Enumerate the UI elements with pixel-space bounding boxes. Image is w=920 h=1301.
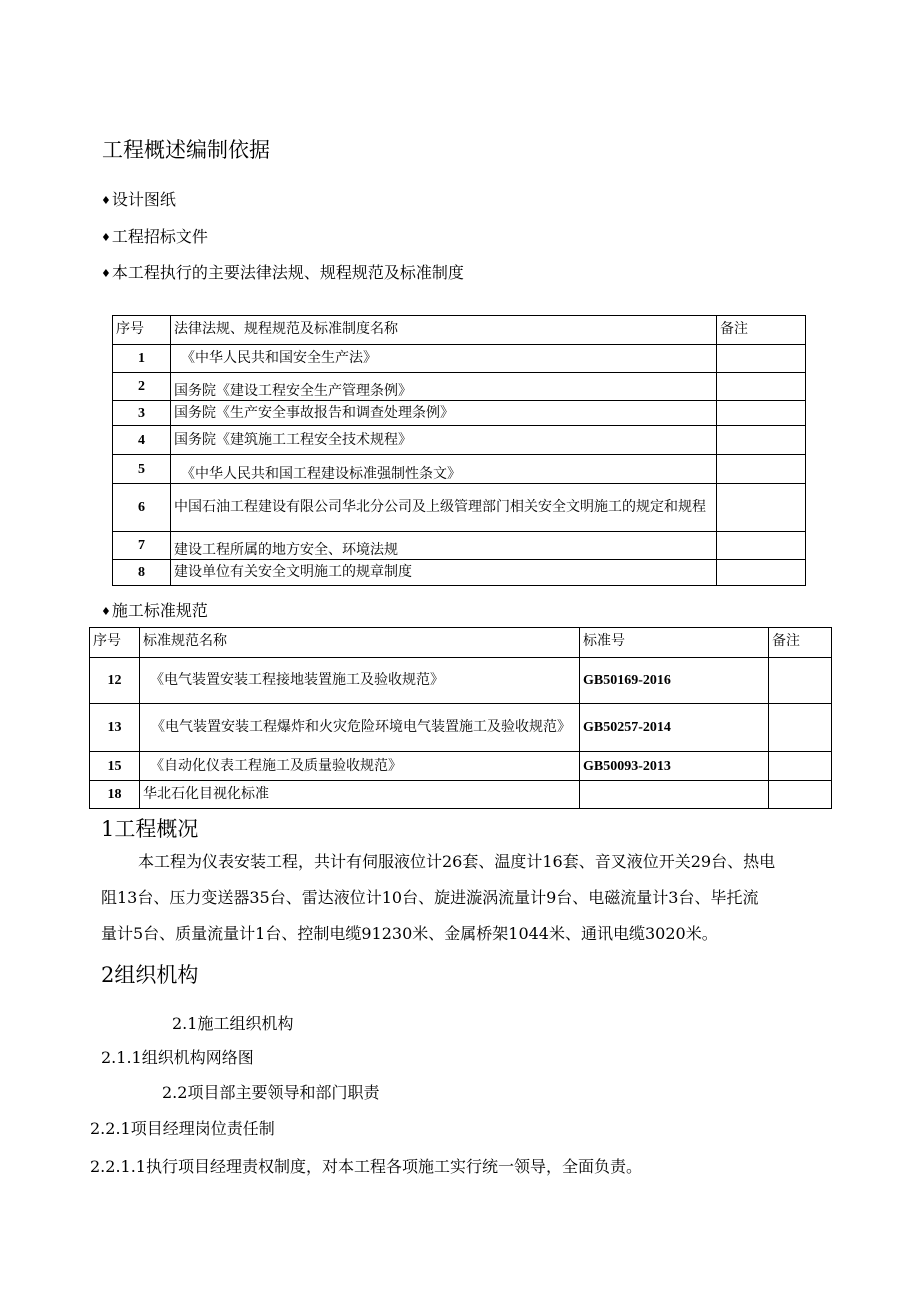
- row-name: 中国石油工程建设有限公司华北分公司及上级管理部门相关安全文明施工的规定和规程: [171, 484, 717, 532]
- row-name: 《中华人民共和国工程建设标准强制性条文》: [171, 455, 717, 484]
- table-row: [90, 704, 832, 752]
- row-name: 国务院《建设工程安全生产管理条例》: [171, 373, 717, 401]
- table-row: [113, 455, 806, 484]
- row-name: 建设工程所属的地方安全、环境法规: [171, 532, 717, 560]
- diamond-bullet-icon: ♦: [101, 231, 111, 244]
- row-note: [717, 373, 806, 401]
- overview-line-3: 量计5台、质量流量计1台、控制电缆91230米、金属桥架1044米、通讯电缆3020米。: [101, 924, 718, 943]
- row-note: [769, 704, 832, 752]
- row-name: 建设单位有关安全文明施工的规章制度: [171, 560, 717, 586]
- table-row: [113, 345, 806, 373]
- overview-line-1: 本工程为仪表安装工程，共计有伺服液位计26套、温度计16套、音叉液位开关29台、热电: [138, 852, 776, 871]
- bullet-design-drawings: ♦设计图纸: [101, 190, 176, 209]
- row-std: GB50093-2013: [580, 752, 769, 781]
- row-note: [769, 752, 832, 781]
- row-no: 3: [113, 401, 171, 426]
- table-row: [90, 752, 832, 781]
- diamond-bullet-icon: ♦: [101, 605, 111, 618]
- row-note: [717, 484, 806, 532]
- col-header-name: 标准规范名称: [140, 628, 580, 658]
- standards-table: [89, 627, 832, 809]
- row-no: 15: [90, 752, 140, 781]
- section-1-title: 1工程概况: [101, 817, 199, 841]
- col-header-note: 备注: [769, 628, 832, 658]
- row-no: 7: [113, 532, 171, 560]
- subsection-2-2-1-1: 2.2.1.1执行项目经理责权制度，对本工程各项施工实行统一领导，全面负责。: [90, 1157, 642, 1176]
- col-header-no: 序号: [113, 316, 171, 345]
- table-row: [113, 532, 806, 560]
- row-note: [717, 532, 806, 560]
- row-no: 6: [113, 484, 171, 532]
- bullet-tender-documents: ♦工程招标文件: [101, 227, 208, 246]
- row-note: [717, 401, 806, 426]
- row-note: [717, 426, 806, 455]
- row-no: 2: [113, 373, 171, 401]
- table-row: [113, 484, 806, 532]
- row-note: [769, 781, 832, 809]
- diamond-bullet-icon: ♦: [101, 267, 111, 280]
- row-std: [580, 781, 769, 809]
- row-note: [717, 560, 806, 586]
- row-name: 国务院《生产安全事故报告和调查处理条例》: [171, 401, 717, 426]
- subsection-2-2: 2.2项目部主要领导和部门职责: [162, 1083, 380, 1102]
- row-name: 《中华人民共和国安全生产法》: [171, 345, 717, 373]
- table-row: [113, 560, 806, 586]
- regulations-table: [112, 315, 806, 586]
- table-row: [90, 658, 832, 704]
- col-header-std: 标准号: [580, 628, 769, 658]
- col-header-no: 序号: [90, 628, 140, 658]
- table-row: [90, 781, 832, 809]
- row-no: 4: [113, 426, 171, 455]
- col-header-name: 法律法规、规程规范及标准制度名称: [171, 316, 717, 345]
- section-2-title: 2组织机构: [101, 963, 199, 987]
- diamond-bullet-icon: ♦: [101, 194, 111, 207]
- row-no: 12: [90, 658, 140, 704]
- bullet-construction-standards: ♦施工标准规范: [101, 601, 208, 620]
- row-no: 8: [113, 560, 171, 586]
- row-no: 1: [113, 345, 171, 373]
- row-no: 18: [90, 781, 140, 809]
- overview-line-2: 阻13台、压力变送器35台、雷达液位计10台、旋进漩涡流量计9台、电磁流量计3台、毕托流: [101, 888, 759, 907]
- page-title: 工程概述编制依据: [102, 138, 270, 162]
- row-name: 华北石化目视化标准: [140, 781, 580, 809]
- row-std: GB50257-2014: [580, 704, 769, 752]
- row-no: 13: [90, 704, 140, 752]
- table-row: [113, 401, 806, 426]
- subsection-2-2-1: 2.2.1项目经理岗位责任制: [90, 1119, 275, 1138]
- col-header-note: 备注: [717, 316, 806, 345]
- row-no: 5: [113, 455, 171, 484]
- row-std: GB50169-2016: [580, 658, 769, 704]
- table-row: [113, 373, 806, 401]
- row-note: [717, 455, 806, 484]
- row-name: 《电气装置安装工程爆炸和火灾危险环境电气装置施工及验收规范》: [140, 704, 580, 752]
- bullet-regulations: ♦本工程执行的主要法律法规、规程规范及标准制度: [101, 263, 464, 282]
- subsection-2-1: 2.1施工组织机构: [172, 1014, 294, 1033]
- row-name: 国务院《建筑施工工程安全技术规程》: [171, 426, 717, 455]
- table-header-row: [90, 628, 832, 658]
- row-name: 《电气装置安装工程接地装置施工及验收规范》: [140, 658, 580, 704]
- row-note: [769, 658, 832, 704]
- table-header-row: [113, 316, 806, 345]
- subsection-2-1-1: 2.1.1组织机构网络图: [101, 1048, 254, 1067]
- row-name: 《自动化仪表工程施工及质量验收规范》: [140, 752, 580, 781]
- table-row: [113, 426, 806, 455]
- row-note: [717, 345, 806, 373]
